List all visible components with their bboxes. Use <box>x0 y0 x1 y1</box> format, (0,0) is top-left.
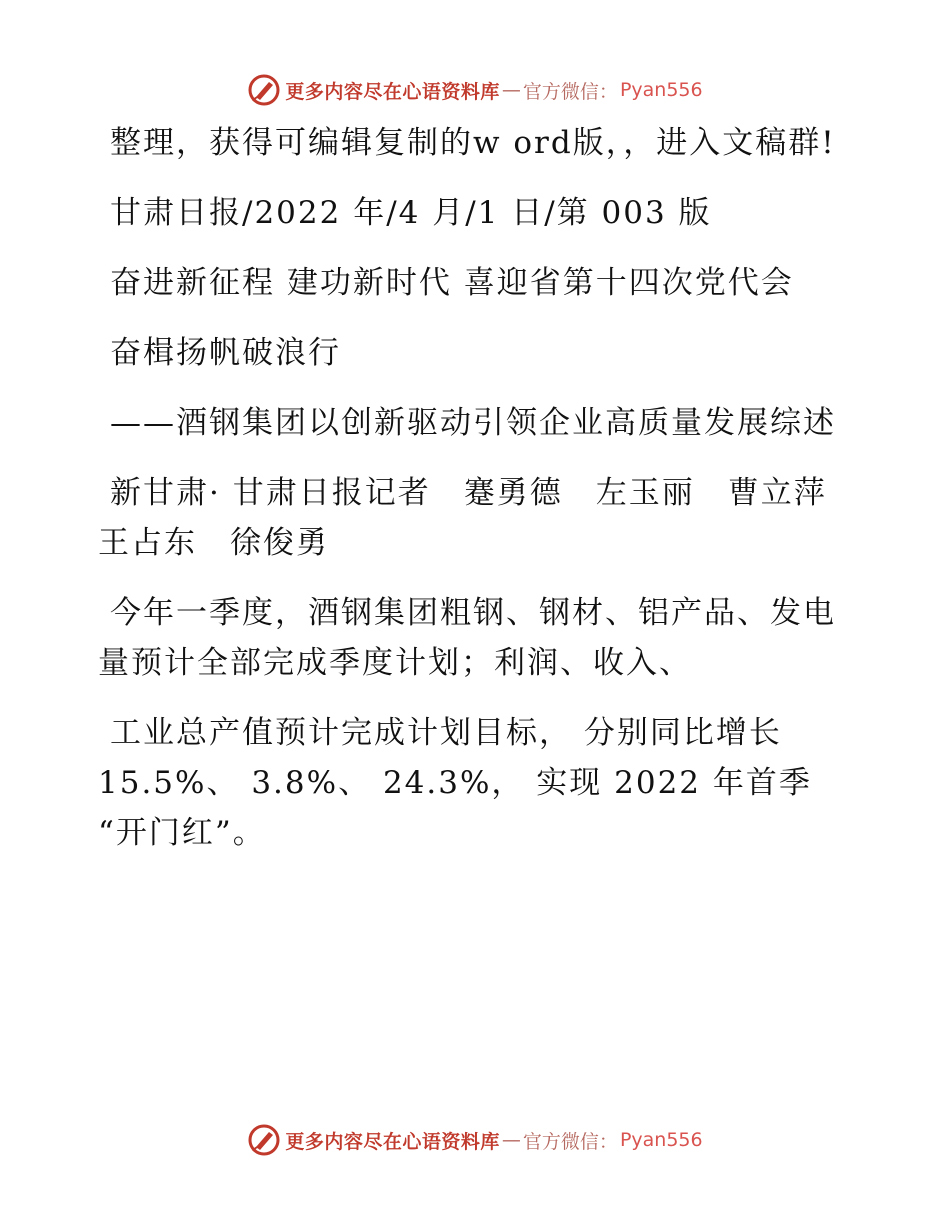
paragraph-source: 甘肃日报/2022 年/4 月/1 日/第 003 版 <box>110 195 712 231</box>
banner-contact-label: 官方微信： <box>522 1130 618 1153</box>
paragraph-byline: 新甘肃· 甘肃日报记者 蹇勇德 左玉丽 曹立萍 王占东 徐俊勇 <box>98 475 860 561</box>
banner-main-text: 更多内容尽在心语资料库 <box>285 1130 500 1153</box>
banner-contact-label: 官方微信： <box>522 80 618 103</box>
paragraph-body-2: 工业总产值预计完成计划目标， 分别同比增长 15.5%、 3.8%、 24.3%， 实现 2022 年首季 “开门红”。 <box>98 715 812 851</box>
paragraph-intro: 整理，获得可编辑复制的w ord版，，进入文稿群! <box>110 125 836 161</box>
paragraph-body-1: 今年一季度，酒钢集团粗钢、钢材、铝产品、发电量预计全部完成季度计划；利润、收入、 <box>98 595 836 681</box>
brand-logo-icon <box>247 1123 281 1157</box>
banner-main-text: 更多内容尽在心语资料库 <box>285 80 500 103</box>
header-banner <box>0 70 950 110</box>
paragraph-subheadline: ——酒钢集团以创新驱动引领企业高质量发展综述 <box>110 405 836 441</box>
banner-separator: — <box>501 79 521 101</box>
brand-logo-icon <box>247 73 281 107</box>
paragraph-headline: 奋楫扬帆破浪行 <box>110 335 341 371</box>
document-body <box>98 118 858 878</box>
footer-banner <box>0 1120 950 1160</box>
banner-contact-id: Pyan556 <box>619 1129 703 1151</box>
paragraph-column-title: 奋进新征程 建功新时代 喜迎省第十四次党代会 <box>110 265 794 301</box>
banner-separator: — <box>501 1129 521 1151</box>
banner-contact-id: Pyan556 <box>619 79 703 101</box>
